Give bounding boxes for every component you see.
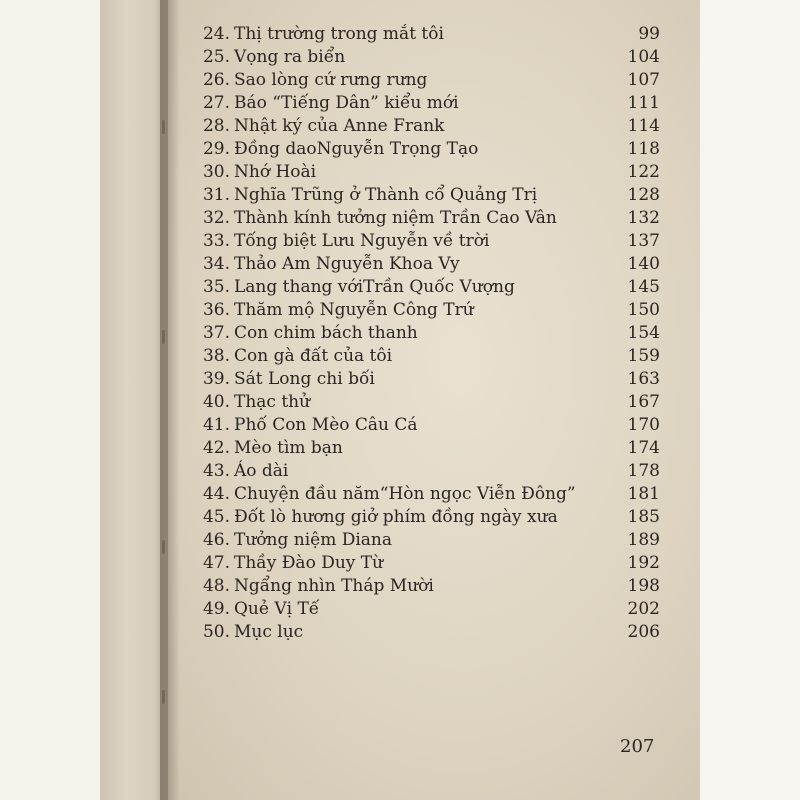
toc-entry-page: 107: [627, 70, 660, 90]
toc-entry: [180, 599, 660, 622]
toc-entry: [180, 300, 660, 323]
toc-entry-title: Vọng ra biển: [234, 47, 346, 67]
toc-entry: [180, 323, 660, 346]
toc-entry-page: 174: [627, 438, 660, 458]
toc-entry-page: 206: [627, 622, 660, 642]
toc-entry-number: 30.: [202, 162, 230, 182]
toc-entry: [180, 346, 660, 369]
toc-entry-title: Con gà đất của tôi: [234, 346, 393, 366]
toc-entry-page: 167: [627, 392, 660, 412]
toc-entry-page: 202: [627, 599, 660, 619]
toc-entry-number: 26.: [202, 70, 230, 90]
toc-entry-number: 29.: [202, 139, 230, 159]
toc-entry: [180, 254, 660, 277]
toc-entry-number: 42.: [202, 438, 230, 458]
toc-entry-page: 99: [638, 24, 660, 44]
toc-entry: [180, 231, 660, 254]
toc-entry-number: 39.: [202, 369, 230, 389]
toc-entry: [180, 530, 660, 553]
toc-entry-page: 140: [627, 254, 660, 274]
toc-entry-page: 132: [627, 208, 660, 228]
toc-entry-page: 122: [627, 162, 660, 182]
toc-entry-title: Báo “Tiếng Dân” kiểu mới: [234, 93, 459, 113]
toc-entry: [180, 507, 660, 530]
toc-entry-title: Đốt lò hương giở phím đồng ngày xưa: [234, 507, 558, 527]
toc-entry: [180, 576, 660, 599]
toc-entry: [180, 24, 660, 47]
toc-entry: [180, 461, 660, 484]
toc-entry-number: 24.: [202, 24, 230, 44]
toc-entry-title: Thành kính tưởng niệm Trần Cao Vân: [234, 208, 557, 228]
toc-entry-title: Thăm mộ Nguyễn Công Trứ: [234, 300, 474, 320]
toc-entry-page: 181: [627, 484, 660, 504]
toc-entry-page: 154: [627, 323, 660, 343]
toc-entry: [180, 185, 660, 208]
toc-entry-page: 150: [627, 300, 660, 320]
toc-entry-page: 178: [627, 461, 660, 481]
toc-entry-title: Mục lục: [234, 622, 304, 642]
toc-entry-title: Sát Long chi bối: [234, 369, 375, 389]
toc-entry-page: 114: [627, 116, 660, 136]
toc-entry-number: 34.: [202, 254, 230, 274]
toc-entry-page: 170: [627, 415, 660, 435]
toc-entry-title: Thị trường trong mắt tôi: [234, 24, 444, 44]
toc-entry: [180, 369, 660, 392]
toc-entry-title: Sao lòng cứ rưng rưng: [234, 70, 428, 90]
spine-shadow: [160, 0, 180, 800]
toc-entry: [180, 392, 660, 415]
toc-entry-title: Chuyện đầu năm“Hòn ngọc Viễn Đông”: [234, 484, 576, 504]
toc-entry-page: 128: [627, 185, 660, 205]
toc-entry-number: 47.: [202, 553, 230, 573]
toc-entry-number: 28.: [202, 116, 230, 136]
toc-entry-number: 38.: [202, 346, 230, 366]
toc-entry-number: 37.: [202, 323, 230, 343]
toc-entry-number: 27.: [202, 93, 230, 113]
toc-entry-page: 159: [627, 346, 660, 366]
toc-entry-title: Nghĩa Trũng ở Thành cổ Quảng Trị: [234, 185, 538, 205]
toc-entry-number: 31.: [202, 185, 230, 205]
toc-entry-number: 32.: [202, 208, 230, 228]
toc-entry-title: Thảo Am Nguyễn Khoa Vy: [234, 254, 460, 274]
background-surface: [700, 0, 800, 800]
toc-entry-page: 163: [627, 369, 660, 389]
toc-entry-number: 41.: [202, 415, 230, 435]
toc-entry-number: 36.: [202, 300, 230, 320]
toc-entry-number: 46.: [202, 530, 230, 550]
toc-entry-page: 104: [627, 47, 660, 67]
toc-entry: [180, 622, 660, 645]
toc-entry: [180, 116, 660, 139]
toc-entry-number: 49.: [202, 599, 230, 619]
toc-entry-page: 185: [627, 507, 660, 527]
toc-entry: [180, 438, 660, 461]
toc-entry: [180, 47, 660, 70]
toc-entry: [180, 553, 660, 576]
toc-entry-title: Áo dài: [234, 461, 289, 481]
toc-entry-page: 198: [627, 576, 660, 596]
toc-entry-title: Tưởng niệm Diana: [234, 530, 393, 550]
page-number: 207: [620, 736, 655, 757]
toc-entry: [180, 484, 660, 507]
toc-entry-title: Tống biệt Lưu Nguyễn về trời: [234, 231, 490, 251]
toc-entry-number: 25.: [202, 47, 230, 67]
toc-entry-page: 111: [627, 93, 660, 113]
toc-entry: [180, 70, 660, 93]
toc-entry-page: 145: [627, 277, 660, 297]
toc-entry-title: Phố Con Mèo Câu Cá: [234, 415, 418, 435]
toc-entry-number: 35.: [202, 277, 230, 297]
toc-entry-number: 48.: [202, 576, 230, 596]
toc-entry: [180, 93, 660, 116]
toc-entry-title: Mèo tìm bạn: [234, 438, 343, 458]
toc-entry-title: Thạc thử: [234, 392, 311, 412]
toc-entry-title: Đồng daoNguyễn Trọng Tạo: [234, 139, 479, 159]
toc-entry-number: 43.: [202, 461, 230, 481]
toc-entry-title: Ngẩng nhìn Tháp Mười: [234, 576, 434, 596]
toc-entry-number: 45.: [202, 507, 230, 527]
toc-entry-title: Lang thang vớiTrần Quốc Vượng: [234, 277, 515, 297]
toc-entry-number: 33.: [202, 231, 230, 251]
toc-entry-page: 189: [627, 530, 660, 550]
toc-entry-title: Con chim bách thanh: [234, 323, 418, 343]
toc-entry-number: 50.: [202, 622, 230, 642]
toc-entry-title: Nhớ Hoài: [234, 162, 317, 182]
toc-entry-title: Quẻ Vị Tế: [234, 599, 320, 619]
toc-entry-title: Nhật ký của Anne Frank: [234, 116, 445, 136]
table-of-contents: [180, 24, 660, 645]
toc-entry-number: 40.: [202, 392, 230, 412]
toc-entry: [180, 208, 660, 231]
toc-entry-page: 137: [627, 231, 660, 251]
toc-entry-title: Thầy Đào Duy Từ: [234, 553, 384, 573]
toc-entry: [180, 277, 660, 300]
toc-entry: [180, 162, 660, 185]
toc-entry-page: 192: [627, 553, 660, 573]
toc-entry: [180, 415, 660, 438]
left-page: [100, 0, 168, 800]
toc-entry-page: 118: [627, 139, 660, 159]
toc-entry-number: 44.: [202, 484, 230, 504]
toc-entry: [180, 139, 660, 162]
